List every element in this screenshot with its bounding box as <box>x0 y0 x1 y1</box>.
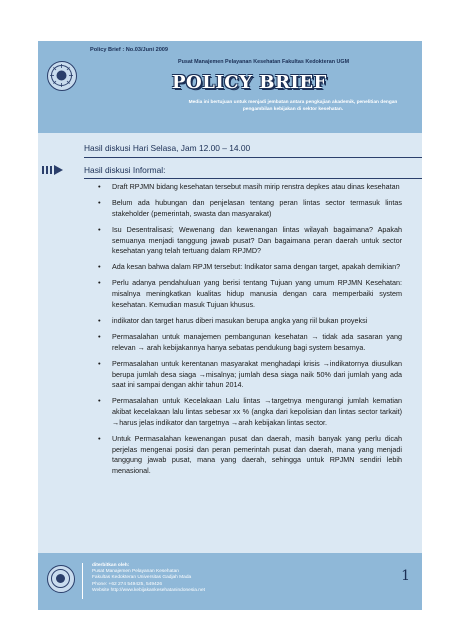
publisher-phone: Phone: +62 274 549425, 549426 <box>92 581 163 587</box>
publisher-lead: diterbitkan oleh: <box>92 563 130 568</box>
list-item-text: Untuk Permasalahan kewenangan pusat dan daerah, masih banyak yang perlu dicah perjelas mengenai posisi dan peran pemerintah pusat dan daerah, mana yang menjadi tanggung jawab pusat, mana yang daerah, sehingga untuk RPJMN sendiri lebih menasional. <box>112 433 402 475</box>
discussion-list <box>98 182 402 482</box>
publisher-info <box>92 563 205 594</box>
bullet-icon: • <box>98 332 101 342</box>
ugm-logo-icon <box>47 565 75 593</box>
organization-name: Pusat Manajemen Pelayanan Kesehatan Fakultas Kedokteran UGM <box>178 59 350 65</box>
list-item <box>98 198 402 219</box>
header-band <box>38 41 422 133</box>
list-item-text: Ada kesan bahwa dalam RPJM tersebut: Indikator sama dengan target, apakah demikian? <box>112 262 401 272</box>
list-item-text: Permasalahan untuk Kecelakaan Lalu lintas →targetnya mengurangi jumlah kematian akibat kecelakaan lalu lintas sebesar xx % (angka dari kepolisian dan lintas sector tarkait) →harus jelas indikator dan targetnya →arah kebijakan lintas sector. <box>112 396 402 427</box>
list-item <box>98 358 402 391</box>
list-item <box>98 433 402 477</box>
publisher-line: Fakultas Kedokteran Universitas Gadjah Mada <box>92 575 192 581</box>
ugm-logo-icon <box>47 61 77 91</box>
bullet-icon: • <box>98 224 101 234</box>
divider <box>84 178 422 179</box>
list-item <box>98 182 402 193</box>
bullet-icon: • <box>98 278 101 288</box>
bullet-icon: • <box>98 396 101 406</box>
issue-label: Policy Brief : No.03/Juni 2009 <box>90 47 169 53</box>
list-item-text: Belum ada hubungan dan penjelasan tentang peran lintas sector termasuk lintas stakeholder (pemerintah, swasta dan masyarakat) <box>112 198 402 218</box>
bullet-icon: • <box>98 198 101 208</box>
list-item <box>98 332 402 353</box>
divider <box>82 563 83 599</box>
list-item <box>98 396 402 428</box>
bullet-icon: • <box>98 262 101 272</box>
list-item-text: Draft RPJMN bidang kesehatan tersebut masih mirip renstra depkes atau dinas kesehatan <box>112 182 400 191</box>
tagline: Media ini bertujuan untuk menjadi jembatan antara pengkajian akademik, penelitian dengan pengambilan kebijakan di sektor kesehatan. <box>188 100 398 112</box>
section-title: Hasil diskusi Informal: <box>84 165 166 175</box>
list-item-text: Isu Desentralisasi; Wewenang dan kewenangan lintas wilayah bagaimana? Apakah semuanya menjadi tanggung jawab pusat? Dan bagaimana peran daerah untuk sector kesehatan yang telah tertuang dalam RPJMD? <box>112 224 402 256</box>
bullet-icon: • <box>98 358 101 368</box>
list-item-text: Permasalahan untuk kerentanan masyarakat menghadapi krisis →indikatornya diusulkan berupa jumlah desa siaga →misalnya; jumlah desa siaga naik 50% dari jumlah yang ada saat ini sampai dengan akhir tahun 2014. <box>112 358 402 390</box>
list-item-text: indikator dan target harus diberi masukan berupa angka yang riil bukan proyeksi <box>112 315 368 325</box>
bullet-icon: • <box>98 182 101 191</box>
policy-brief-title: POLICY BRIEF <box>172 72 327 93</box>
arrow-right-icon <box>41 164 77 176</box>
list-item <box>98 224 402 257</box>
session-heading: Hasil diskusi Hari Selasa, Jam 12.00 – 14.00 <box>84 143 251 153</box>
bullet-icon: • <box>98 315 101 325</box>
policy-brief-page <box>38 41 422 610</box>
footer-band <box>38 553 422 610</box>
list-item-text: Permasalahan untuk manajemen pembangunan kesehatan → tidak ada sasaran yang relevan → arah kebijakannya hanya sebatas pendukung bagi system besarnya. <box>112 332 402 352</box>
page-number: 1 <box>401 568 410 584</box>
list-item-text: Perlu adanya pendahuluan yang berisi tentang Tujuan yang umum RPJMN Kesehatan: misalnya meningkatkan kualitas hidup manusia dengan cara memperbaiki system kesehatan. Kemudian masuk Tujuan khusus. <box>112 278 402 309</box>
list-item <box>98 262 402 273</box>
bullet-icon: • <box>98 433 101 443</box>
publisher-website[interactable]: Website http://www.kebijakankesehatanindonesia.net <box>92 587 205 593</box>
list-item <box>98 278 402 310</box>
list-item <box>98 315 402 327</box>
divider <box>84 157 422 158</box>
publisher-line: Pusat Manajemen Pelayanan Kesehatan <box>92 569 179 575</box>
